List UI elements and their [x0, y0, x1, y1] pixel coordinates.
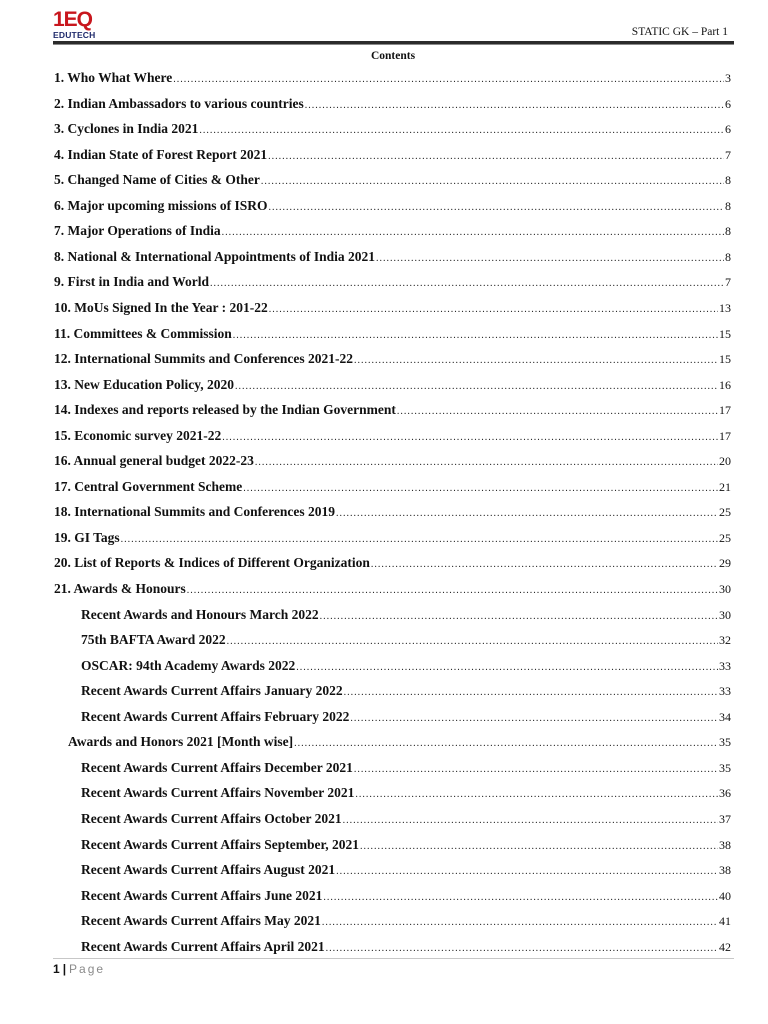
- toc-entry-page[interactable]: 30: [719, 607, 731, 622]
- toc-dot-leader: [235, 375, 718, 399]
- toc-entry-page[interactable]: 15: [719, 352, 731, 367]
- toc-entry-page[interactable]: 40: [719, 888, 731, 903]
- toc-entry-page[interactable]: 32: [719, 633, 731, 648]
- toc-entry-title[interactable]: Recent Awards Current Affairs August 2021: [81, 862, 336, 878]
- toc-entry[interactable]: [54, 322, 731, 346]
- toc-dot-leader: [343, 809, 718, 833]
- toc-entry-page[interactable]: 16: [719, 377, 731, 392]
- page-footer: [53, 962, 105, 976]
- toc-entry-page[interactable]: 20: [719, 454, 731, 469]
- toc-dot-leader: [269, 196, 724, 220]
- toc-entry[interactable]: [81, 909, 731, 933]
- toc-entry-page[interactable]: 38: [719, 837, 731, 852]
- toc-entry-page[interactable]: 7: [725, 275, 731, 290]
- toc-entry-title[interactable]: 10. MoUs Signed In the Year : 201-22: [54, 299, 268, 315]
- toc-entry-title[interactable]: 2. Indian Ambassadors to various countries: [54, 95, 304, 111]
- toc-dot-leader: [222, 221, 724, 245]
- toc-entry-title[interactable]: 18. International Summits and Conferences 2019: [54, 504, 336, 520]
- edutech-logo: [53, 10, 109, 42]
- toc-entry-title[interactable]: 3. Cyclones in India 2021: [54, 121, 199, 137]
- toc-entry-page[interactable]: 15: [719, 326, 731, 341]
- toc-entry-page[interactable]: 41: [719, 914, 731, 929]
- toc-entry[interactable]: [81, 884, 731, 908]
- toc-entry-title[interactable]: Recent Awards Current Affairs December 2021: [81, 759, 353, 775]
- toc-entry-title[interactable]: Recent Awards Current Affairs June 2021: [81, 887, 323, 903]
- toc-entry[interactable]: [54, 577, 731, 601]
- toc-entry-page[interactable]: 42: [719, 939, 731, 954]
- toc-entry-page[interactable]: 33: [719, 658, 731, 673]
- toc-entry-title[interactable]: 6. Major upcoming missions of ISRO: [54, 197, 268, 213]
- toc-entry[interactable]: [54, 373, 731, 397]
- header-divider: [53, 41, 734, 45]
- toc-entry[interactable]: [54, 347, 731, 371]
- toc-entry[interactable]: [54, 424, 731, 448]
- toc-dot-leader: [323, 886, 718, 910]
- toc-dot-leader: [210, 272, 724, 296]
- toc-dot-leader: [187, 579, 718, 603]
- toc-entry-page[interactable]: 8: [725, 224, 731, 239]
- footer-divider: [53, 958, 734, 959]
- toc-dot-leader: [355, 783, 718, 807]
- toc-entry-page[interactable]: 8: [725, 249, 731, 264]
- logo-mark: 1EQ: [53, 8, 93, 31]
- toc-entry-title[interactable]: 15. Economic survey 2021-22: [54, 427, 222, 443]
- toc-entry[interactable]: [54, 66, 731, 90]
- toc-entry-page[interactable]: 29: [719, 556, 731, 571]
- toc-entry-title[interactable]: Recent Awards Current Affairs May 2021: [81, 913, 321, 929]
- toc-entry-page[interactable]: 8: [725, 173, 731, 188]
- toc-dot-leader: [222, 426, 718, 450]
- toc-entry-page[interactable]: 33: [719, 684, 731, 699]
- toc-entry[interactable]: [54, 296, 731, 320]
- toc-dot-leader: [233, 324, 718, 348]
- toc-entry-page[interactable]: 25: [719, 505, 731, 520]
- toc-entry-page[interactable]: 30: [719, 582, 731, 596]
- toc-entry-title[interactable]: Recent Awards Current Affairs September, 2021: [81, 836, 359, 852]
- logo-subtitle: EDUTECH: [53, 30, 96, 40]
- toc-entry-page[interactable]: 17: [719, 403, 731, 418]
- contents-heading: Contents: [370, 50, 416, 62]
- toc-entry[interactable]: [68, 730, 731, 754]
- toc-entry[interactable]: [54, 245, 731, 269]
- toc-entry[interactable]: [81, 654, 731, 678]
- toc-dot-leader: [322, 911, 718, 935]
- toc-entry[interactable]: [81, 935, 731, 959]
- toc-entry-page[interactable]: 3: [725, 71, 731, 85]
- toc-entry[interactable]: [81, 858, 731, 882]
- toc-entry[interactable]: [54, 92, 731, 116]
- toc-entry-title[interactable]: 7. Major Operations of India: [54, 223, 221, 239]
- toc-entry[interactable]: [81, 628, 731, 652]
- toc-entry-title[interactable]: Recent Awards Current Affairs November 2021: [81, 785, 355, 801]
- toc-entry-title[interactable]: OSCAR: 94th Academy Awards 2022: [81, 657, 296, 673]
- toc-entry[interactable]: [54, 526, 731, 550]
- toc-dot-leader: [354, 349, 718, 373]
- toc-dot-leader: [344, 681, 718, 705]
- toc-entry-title[interactable]: 16. Annual general budget 2022-23: [54, 453, 254, 469]
- toc-entry[interactable]: [81, 756, 731, 780]
- toc-dot-leader: [173, 68, 724, 92]
- toc-entry-page[interactable]: 34: [719, 709, 731, 724]
- toc-entry[interactable]: [81, 781, 731, 805]
- toc-dot-leader: [360, 835, 718, 859]
- toc-entry-page[interactable]: 7: [725, 147, 731, 162]
- toc-entry-title[interactable]: 13. New Education Policy, 2020: [54, 376, 235, 392]
- toc-entry-page[interactable]: 13: [719, 300, 731, 315]
- toc-dot-leader: [269, 298, 718, 322]
- toc-entry[interactable]: [54, 194, 731, 218]
- toc-entry[interactable]: [54, 117, 731, 141]
- toc-entry-title[interactable]: 14. Indexes and reports released by the Indian Government: [54, 402, 396, 418]
- toc-dot-leader: [397, 400, 718, 424]
- toc-entry-page[interactable]: 35: [719, 735, 731, 750]
- page-header: [0, 0, 768, 48]
- toc-entry-title[interactable]: Recent Awards Current Affairs April 2021: [81, 938, 325, 954]
- footer-separator: |: [62, 962, 67, 976]
- toc-entry-title[interactable]: Recent Awards Current Affairs October 2021: [81, 810, 342, 826]
- toc-dot-leader: [199, 119, 724, 143]
- toc-dot-leader: [350, 707, 718, 731]
- toc-entry-title[interactable]: 4. Indian State of Forest Report 2021: [54, 146, 268, 162]
- toc-entry[interactable]: [81, 679, 731, 703]
- toc-entry[interactable]: [81, 807, 731, 831]
- toc-entry[interactable]: [54, 475, 731, 499]
- toc-entry[interactable]: [54, 168, 731, 192]
- toc-entry-page[interactable]: 37: [719, 811, 731, 826]
- toc-entry[interactable]: [54, 500, 731, 524]
- toc-entry[interactable]: [54, 143, 731, 167]
- toc-entry[interactable]: [54, 270, 731, 294]
- toc-entry[interactable]: [81, 705, 731, 729]
- toc-dot-leader: [268, 145, 724, 169]
- toc-entry-title[interactable]: 12. International Summits and Conferences 2021-22: [54, 351, 354, 367]
- toc-entry-title[interactable]: 11. Committees & Commission: [54, 325, 232, 341]
- footer-page-label: Page: [69, 962, 106, 976]
- toc-entry[interactable]: [54, 219, 731, 243]
- toc-entry-title[interactable]: 5. Changed Name of Cities & Other: [54, 172, 260, 188]
- header-title: STATIC GK – Part 1: [631, 26, 728, 38]
- toc-entry-title[interactable]: 21. Awards & Honours: [54, 581, 186, 596]
- toc-entry[interactable]: [54, 398, 731, 422]
- toc-entry-title[interactable]: 75th BAFTA Award 2022: [81, 632, 226, 648]
- toc-dot-leader: [371, 553, 718, 577]
- toc-dot-leader: [305, 94, 724, 118]
- toc-entry[interactable]: [54, 551, 731, 575]
- toc-dot-leader: [227, 630, 718, 654]
- toc-dot-leader: [296, 656, 718, 680]
- toc-entry-title[interactable]: Awards and Honors 2021 [Month wise]: [68, 734, 294, 750]
- toc-dot-leader: [243, 477, 718, 501]
- toc-entry-title[interactable]: 1. Who What Where: [54, 70, 173, 85]
- toc-entry[interactable]: [81, 603, 731, 627]
- toc-entry-title[interactable]: 19. GI Tags: [54, 529, 120, 545]
- toc-entry-title[interactable]: 17. Central Government Scheme: [54, 478, 243, 494]
- toc-entry-page[interactable]: 17: [719, 428, 731, 443]
- toc-dot-leader: [336, 860, 718, 884]
- toc-entry-page[interactable]: 38: [719, 863, 731, 878]
- toc-entry-page[interactable]: 21: [719, 479, 731, 494]
- toc-entry-title[interactable]: Recent Awards Current Affairs January 2022: [81, 683, 343, 699]
- toc-dot-leader: [376, 247, 724, 271]
- toc-entry-title[interactable]: Recent Awards and Honours March 2022: [81, 606, 319, 622]
- toc-entry[interactable]: [81, 833, 731, 857]
- toc-entry-page[interactable]: 36: [719, 786, 731, 801]
- toc-entry-title[interactable]: Recent Awards Current Affairs February 2022: [81, 708, 350, 724]
- toc-dot-leader: [336, 502, 718, 526]
- toc-entry-title[interactable]: 9. First in India and World: [54, 274, 210, 290]
- toc-dot-leader: [354, 758, 718, 782]
- toc-entry-page[interactable]: 6: [725, 96, 731, 111]
- toc-dot-leader: [121, 528, 718, 552]
- toc-entry-page[interactable]: 6: [725, 122, 731, 137]
- toc-entry-page[interactable]: 25: [719, 530, 731, 545]
- toc-entry-page[interactable]: 35: [719, 760, 731, 775]
- toc-dot-leader: [320, 605, 718, 629]
- toc-entry-title[interactable]: 8. National & International Appointments of India 2021: [54, 248, 376, 264]
- toc-entry[interactable]: [54, 449, 731, 473]
- toc-dot-leader: [261, 170, 724, 194]
- toc-dot-leader: [294, 732, 718, 756]
- footer-page-number: 1: [53, 962, 60, 976]
- toc-entry-title[interactable]: 20. List of Reports & Indices of Different Organization: [54, 555, 370, 571]
- toc-dot-leader: [255, 451, 718, 475]
- toc-entry-page[interactable]: 8: [725, 198, 731, 213]
